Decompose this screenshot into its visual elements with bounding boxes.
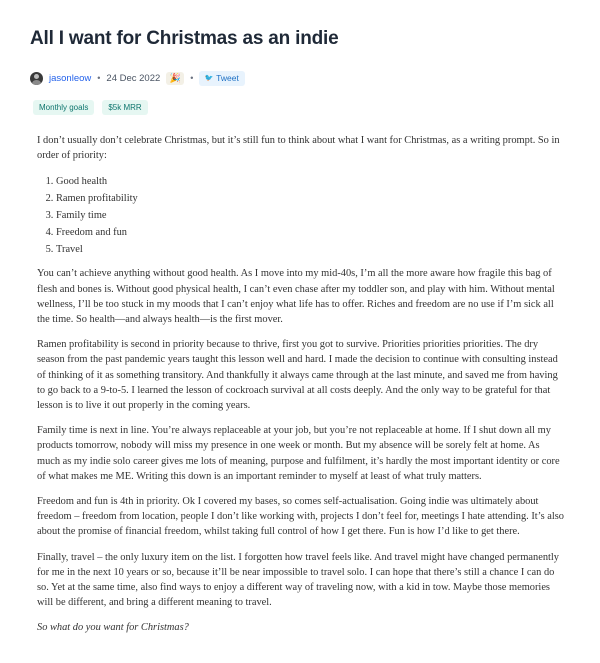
author-link[interactable]: jasonleow [49, 72, 92, 84]
post-meta [30, 69, 245, 87]
list-item: 4. Freedom and fun [56, 224, 565, 241]
paragraph-freedom: Freedom and fun is 4th in priority. Ok I covered my bases, so comes self-actualisation. Going indie was ultimately about freedom – freedom from location, people I don’t like working with, projects I don’t feel for, meetings I hate attending. It’s also about the promise of financial freedom, whilst taking full control of how I get there. Fun is how I’d like to get there. [37, 496, 564, 538]
separator-dot: • [97, 73, 101, 83]
avatar[interactable] [30, 72, 43, 85]
separator-dot: • [190, 73, 194, 83]
tag-monthly-goals[interactable]: Monthly goals [33, 100, 94, 115]
tag-5k-mrr[interactable]: $5k MRR [102, 100, 147, 115]
post-body [37, 133, 565, 646]
priority-list [37, 173, 565, 258]
tweet-button[interactable] [199, 71, 244, 86]
list-item: 3. Family time [56, 207, 565, 224]
paragraph-travel: Finally, travel – the only luxury item on the list. I forgotten how travel feels like. And travel might have changed permanently for me in the next 10 years or so, because it’ll be near impossible to travel solo. I can hope that there’s still a chance I can do so. Yet at the same time, also find ways to enjoy a different way of traveling now, with a kid in tow. Maybe those memories will be different, and bring a different meaning to travel. [37, 551, 559, 609]
list-item: 1. Good health [56, 173, 565, 190]
list-item: 5. Travel [56, 241, 565, 258]
paragraph-health: You can’t achieve anything without good health. As I move into my mid-40s, I’m all the more aware how fragile this bag of flesh and bones is. Without good physical health, I can’t even chase after my toddler son, and play with him. Without mental wellness, I’ll be too stuck in my moods that I can’t enjoy what life has to offer. Riches and freedom are no use if I’m sick all the time. So health—and always health—is the first mover. [37, 268, 555, 326]
post-date: 24 Dec 2022 [106, 72, 161, 84]
twitter-bird-icon: 🐦 [204, 75, 214, 82]
intro-paragraph: I don’t usually don’t celebrate Christmas, but it’s still fun to think about what I want for Christmas, as a writing prompt. So in order of priority: [37, 135, 560, 162]
party-popper-icon[interactable]: 🎉 [166, 72, 184, 85]
tag-list [33, 100, 148, 115]
post-title: All I want for Christmas as an indie [30, 28, 339, 49]
list-item: 2. Ramen profitability [56, 190, 565, 207]
tweet-label: Tweet [216, 73, 239, 83]
paragraph-family: Family time is next in line. You’re always replaceable at your job, but you’re not replaceable at home. If I shut down all my products tomorrow, nobody will miss my presence in one week or month. But my absence will be sorely felt at home. As much as my indie solo career gives me lots of meaning, purpose and fulfilment, it’s hardly the most important identity or core of what makes me ME. Writing this down is an important reminder to myself at least of what truly matters. [37, 425, 560, 482]
closing-question: So what do you want for Christmas? [37, 622, 189, 634]
paragraph-ramen: Ramen profitability is second in priority because to thrive, first you got to survive. Priorities priorities priorities. The dry season from the past pandemic years taught this lesson well and hard. I made the decision to continue with consulting instead of thinking of it as something transitory. And thankfully it always came through at the last minute, and saved me from having to go back to a 9-to-5. I learned the lesson of cockroach survival at all costs deeply. And the only way to be grateful for that lesson is to live it out properly in the coming years. [37, 339, 558, 412]
